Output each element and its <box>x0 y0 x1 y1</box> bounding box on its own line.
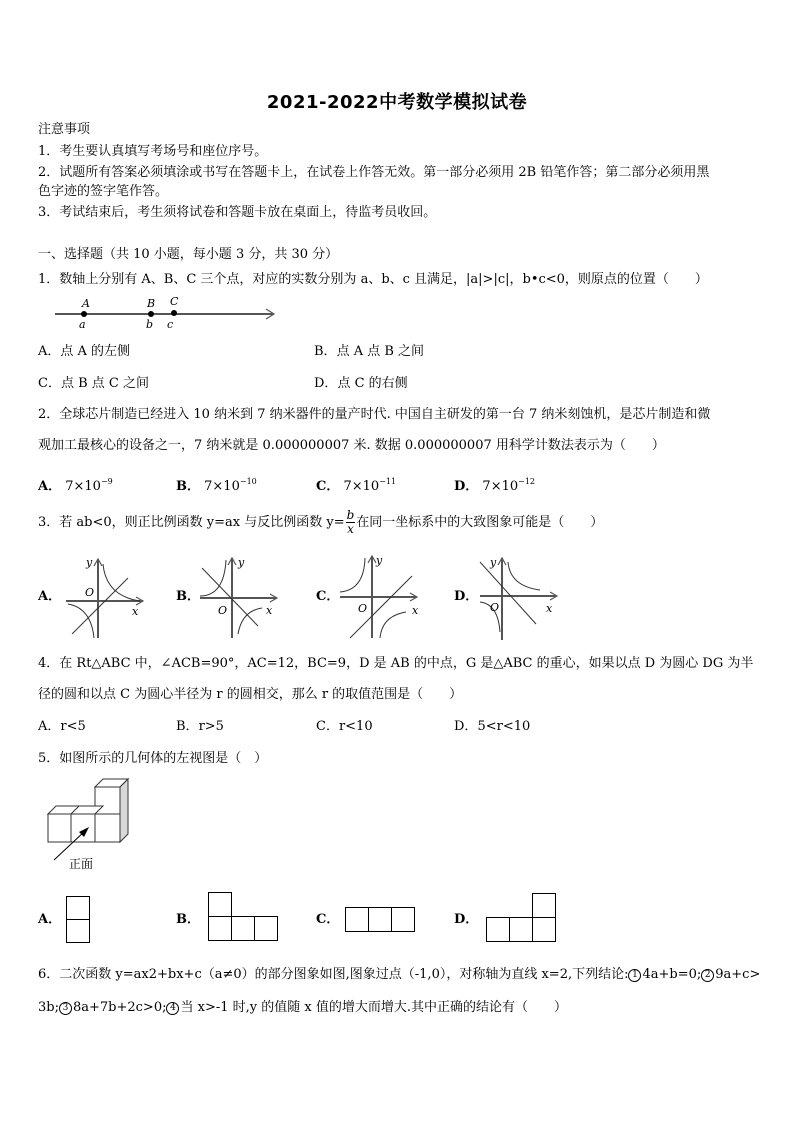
svg-text:y: y <box>86 556 93 569</box>
fraction: $\frac{b}{x}$ <box>346 508 355 536</box>
view-option-D[interactable] <box>486 893 558 943</box>
notice-item: 1．考生要认真填写考场号和座位序号。 <box>38 144 268 159</box>
svg-text:x: x <box>266 604 273 617</box>
circled-number: 3 <box>59 1002 72 1015</box>
question-2 <box>38 406 710 424</box>
notice-item: 3．考试结束后，考生须将试卷和答题卡放在桌面上，待监考员收回。 <box>38 205 437 220</box>
question-text: 如图所示的几何体的左视图是（ ） <box>59 751 268 766</box>
question-number: 5． <box>38 751 60 766</box>
option-B-label[interactable]: B． <box>176 912 200 927</box>
point-label-c: c <box>167 318 174 331</box>
question-1 <box>38 271 708 289</box>
point-label-a: a <box>79 318 86 331</box>
question-5 <box>38 750 267 768</box>
question-number: 1． <box>38 272 60 287</box>
svg-text:O: O <box>85 586 95 599</box>
option-C[interactable]: C．点 B 点 C 之间 <box>38 376 149 391</box>
page-title: 2021-2022中考数学模拟试卷 <box>266 92 528 113</box>
option-D[interactable]: D． $7\times 10^{-12}$ <box>454 477 536 494</box>
option-C[interactable]: C．r<10 <box>316 719 373 734</box>
option-C-label[interactable]: C． <box>316 589 340 604</box>
option-B[interactable]: B．r>5 <box>176 719 224 734</box>
question-3 <box>38 508 603 538</box>
circled-number: 4 <box>166 1002 179 1015</box>
question-6-cont: 3b; 3 8a+7b+2c>0; 4 当 x>-1 时,y 的值随 x 值的增大而增大.其中正确的结论有（ ） <box>38 1000 567 1015</box>
front-label: 正面 <box>69 857 94 871</box>
question-number: 3． <box>38 515 60 530</box>
option-D-label[interactable]: D． <box>454 912 479 927</box>
notice-heading: 注意事项 <box>38 122 91 137</box>
question-number: 2． <box>38 407 60 422</box>
graph-option-D[interactable] <box>480 556 560 640</box>
number-line-figure <box>55 295 280 331</box>
option-D-label[interactable]: D． <box>454 589 479 604</box>
graph-option-C[interactable] <box>340 554 420 638</box>
question-text: 数轴上分别有 A、B、C 三个点，对应的实数分别为 a、b、c 且满足，|a|>|c|，b•c<0，则原点的位置（ ） <box>59 272 708 287</box>
option-A[interactable]: A．点 A 的左侧 <box>38 344 131 359</box>
svg-text:x: x <box>132 605 139 618</box>
question-number: 6． <box>38 967 60 982</box>
svg-text:O: O <box>358 602 368 615</box>
question-text: 在 Rt△ABC 中，∠ACB=90°，AC=12，BC=9，D 是 AB 的中点，G 是△ABC 的重心，如果以点 D 为圆心 DG 为半 <box>59 656 754 671</box>
point-label-A: A <box>82 297 90 310</box>
view-option-A[interactable] <box>66 896 91 944</box>
notice-item: 2．试题所有答案必须填涂或书写在答题卡上，在试卷上作答无效。第一部分必须用 2B 铅笔作答；第二部分必须用黑 <box>38 165 710 180</box>
view-option-B[interactable] <box>208 892 280 942</box>
svg-text:x: x <box>546 602 553 615</box>
question-2-cont: 观加工最核心的设备之一，7 纳米就是 0.000000007 米. 数据 0.000000007 用科学计数法表示为（ ） <box>38 438 665 453</box>
option-B[interactable]: B．点 A 点 B 之间 <box>314 344 425 359</box>
question-4 <box>38 655 753 673</box>
view-option-C[interactable] <box>345 907 417 933</box>
cube-solid-figure <box>45 778 135 870</box>
option-A[interactable]: A．r<5 <box>38 719 86 734</box>
question-number: 4． <box>38 656 60 671</box>
option-A-label[interactable]: A． <box>38 912 62 927</box>
question-4-cont: 径的圆和以点 C 为圆心半径为 r 的圆相交，那么 r 的取值范围是（ ） <box>38 687 463 702</box>
svg-text:y: y <box>238 556 245 569</box>
option-D[interactable]: D．点 C 的右侧 <box>314 376 408 391</box>
option-C-label[interactable]: C． <box>316 912 340 927</box>
question-text: 二次函数 y=ax2+bx+c（a≠0）的部分图象如图,图象过点（-1,0），对称轴为直线 x=2,下列结论: <box>59 967 629 982</box>
circled-number: 1 <box>628 969 641 982</box>
point-label-B: B <box>147 297 156 310</box>
option-A-label[interactable]: A． <box>38 589 62 604</box>
question-text: 全球芯片制造已经进入 10 纳米到 7 纳米器件的量产时代. 中国自主研发的第一台 7 纳米刻蚀机，是芯片制造和微 <box>59 407 711 422</box>
svg-text:y: y <box>490 556 497 569</box>
graph-option-A[interactable] <box>66 556 146 638</box>
notice-item: 色字迹的签字笔作答。 <box>38 184 169 199</box>
point-label-b: b <box>146 318 154 331</box>
point-label-C: C <box>170 295 179 308</box>
option-D[interactable]: D．5<r<10 <box>454 719 531 734</box>
option-A[interactable]: A． $7\times 10^{-9}$ <box>38 477 113 494</box>
svg-text:O: O <box>490 601 500 614</box>
option-C[interactable]: C． $7\times 10^{-11}$ <box>316 477 397 494</box>
svg-text:x: x <box>412 604 419 617</box>
svg-text:O: O <box>218 604 228 617</box>
option-B[interactable]: B． $7\times 10^{-10}$ <box>176 477 257 494</box>
graph-option-B[interactable] <box>200 556 280 638</box>
svg-text:y: y <box>376 554 383 567</box>
question-text: 在同一坐标系中的大致图象可能是（ ） <box>356 515 604 530</box>
question-6: 6．二次函数 y=ax2+bx+c（a≠0）的部分图象如图,图象过点（-1,0），对称轴为直线 x=2,下列结论: 1 4a+b=0; 2 9a+c> <box>38 967 761 982</box>
option-B-label[interactable]: B． <box>176 589 200 604</box>
circled-number: 2 <box>701 969 714 982</box>
section-heading: 一、选择题（共 10 小题，每小题 3 分，共 30 分） <box>38 247 339 262</box>
question-text: 若 ab<0，则正比例函数 y=ax 与反比例函数 y= <box>59 515 345 530</box>
